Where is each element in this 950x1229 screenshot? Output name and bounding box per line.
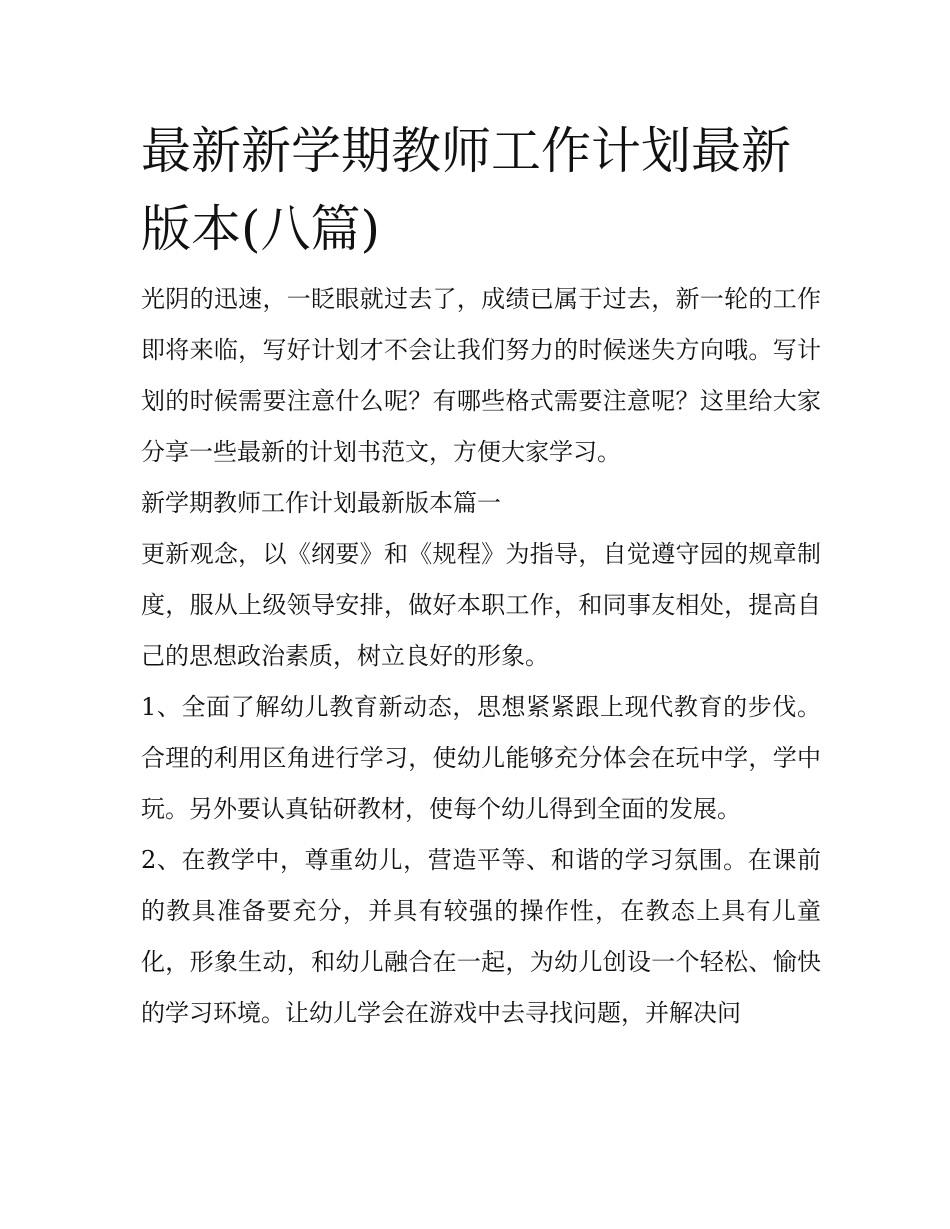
section-paragraph: 更新观念，以《纲要》和《规程》为指导，自觉遵守园的规章制度，服从上级领导安排，做好本职工作，和同事友相处，提高自己的思想政治素质，树立良好的形象。 (141, 540, 821, 670)
list-item: 2、在教学中，尊重幼儿，营造平等、和谐的学习氛围。在课前的教具准备要充分，并具有较强的操作性，在教态上具有儿童化，形象生动，和幼儿融合在一起，为幼儿创设一个轻松、愉快的学习环境。让幼儿学会在游戏中去寻找问题，并解决问 (141, 846, 821, 1027)
document-page (141, 112, 821, 1039)
intro-paragraph: 光阴的迅速，一眨眼就过去了，成绩已属于过去，新一轮的工作即将来临，写好计划才不会让我们努力的时候迷失方向哦。写计划的时候需要注意什么呢？有哪些格式需要注意呢？这里给大家分享一些最新的计划书范文，方便大家学习。 (141, 285, 821, 466)
document-body (141, 274, 821, 1039)
section-heading: 新学期教师工作计划最新版本篇一 (141, 489, 501, 517)
list-item: 1、全面了解幼儿教育新动态，思想紧紧跟上现代教育的步伐。合理的利用区角进行学习，使幼儿能够充分体会在玩中学，学中玩。另外要认真钻研教材，使每个幼儿得到全面的发展。 (141, 693, 821, 823)
document-title: 最新新学期教师工作计划最新版本(八篇) (141, 122, 791, 258)
